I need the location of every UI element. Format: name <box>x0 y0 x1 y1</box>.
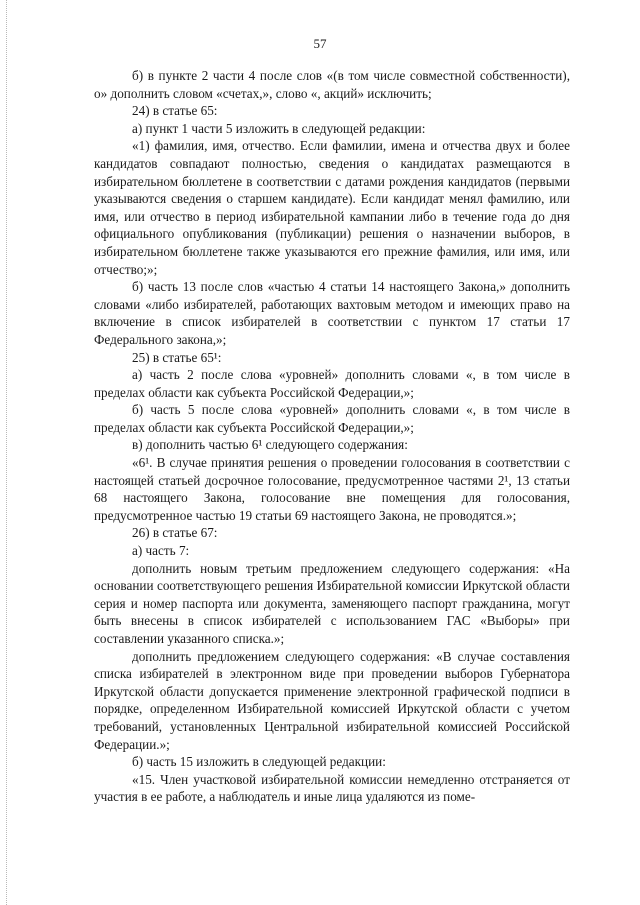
scan-edge-line <box>6 0 8 905</box>
paragraph: б) в пункте 2 части 4 после слов «(в том числе совместной собственности), о» дополнить словом «счетах,», слово «, акций» исключить; <box>94 68 570 101</box>
paragraph: «1) фамилия, имя, отчество. Если фамилии, имена и отчества двух и более кандидатов совпадают полностью, сведения о кандидатах размещаются в избирательном бюллетене в соответствии с датами рождения кандидатов (первыми указываются сведения о старшем кандидате). Если кандидат менял фамилию, или имя, или отчество в период избирательной кампании либо в течение года до дня официального опубликования (публикации) решения о назначении выборов, в избирательном бюллетене также указываются его прежние фамилия, или имя, или отчество;»; <box>94 138 570 277</box>
paragraph: «15. Член участковой избирательной комиссии немедленно отстраняется от участия в ее работе, а наблюдатель и иные лица удаляются из поме- <box>94 771 570 805</box>
page-number: 57 <box>313 36 327 51</box>
paragraph: а) часть 7: <box>132 543 190 559</box>
document-body <box>94 67 570 806</box>
paragraph: а) часть 2 после слова «уровней» дополнить словами «, в том числе в пределах области как субъекта Российской Федерации,»; <box>94 367 570 400</box>
paragraph: дополнить новым третьим предложением следующего содержания: «На основании соответствующего решения Избирательной комиссии Иркутской области серия и номер паспорта или документа, заменяющего паспорт гражданина, могут быть внесены в список избирателей с использованием ГАС «Выборы» при составлении указанного списка.»; <box>94 560 570 646</box>
paragraph: 26) в статье 67: <box>132 525 218 541</box>
paragraph: 25) в статье 65¹: <box>132 349 222 365</box>
paragraph: дополнить предложением следующего содержания: «В случае составления списка избирателей в электронном виде при проведении выборов Губернатора Иркутской области допускается применение электронной графической подписи в порядке, определенном Избирательной комиссией Иркутской области с учетом требований, установленных Центральной избирательной комиссией Российской Федерации.»; <box>94 648 570 752</box>
paragraph: в) дополнить частью 6¹ следующего содержания: <box>132 437 408 453</box>
paragraph: б) часть 13 после слов «частью 4 статьи 14 настоящего Закона,» дополнить словами «либо избирателей, работающих вахтовым методом и имеющих право на включение в список избирателей в соответствии с пунктом 17 статьи 17 Федерального закона,»; <box>94 279 570 347</box>
paragraph: а) пункт 1 части 5 изложить в следующей редакции: <box>132 120 426 136</box>
paragraph: «6¹. В случае принятия решения о проведении голосования в соответствии с настоящей статьей досрочное голосование, предусмотренное частями 2¹, 13 статьи 68 настоящего Закона, голосование вне помещения для голосования, предусмотренное частью 19 статьи 69 настоящего Закона, не проводятся.»; <box>94 455 570 523</box>
paragraph: б) часть 15 изложить в следующей редакции: <box>132 754 386 770</box>
paragraph: 24) в статье 65: <box>132 103 218 119</box>
paragraph: б) часть 5 после слова «уровней» дополнить словами «, в том числе в пределах области как субъекта Российской Федерации,»; <box>94 402 570 435</box>
